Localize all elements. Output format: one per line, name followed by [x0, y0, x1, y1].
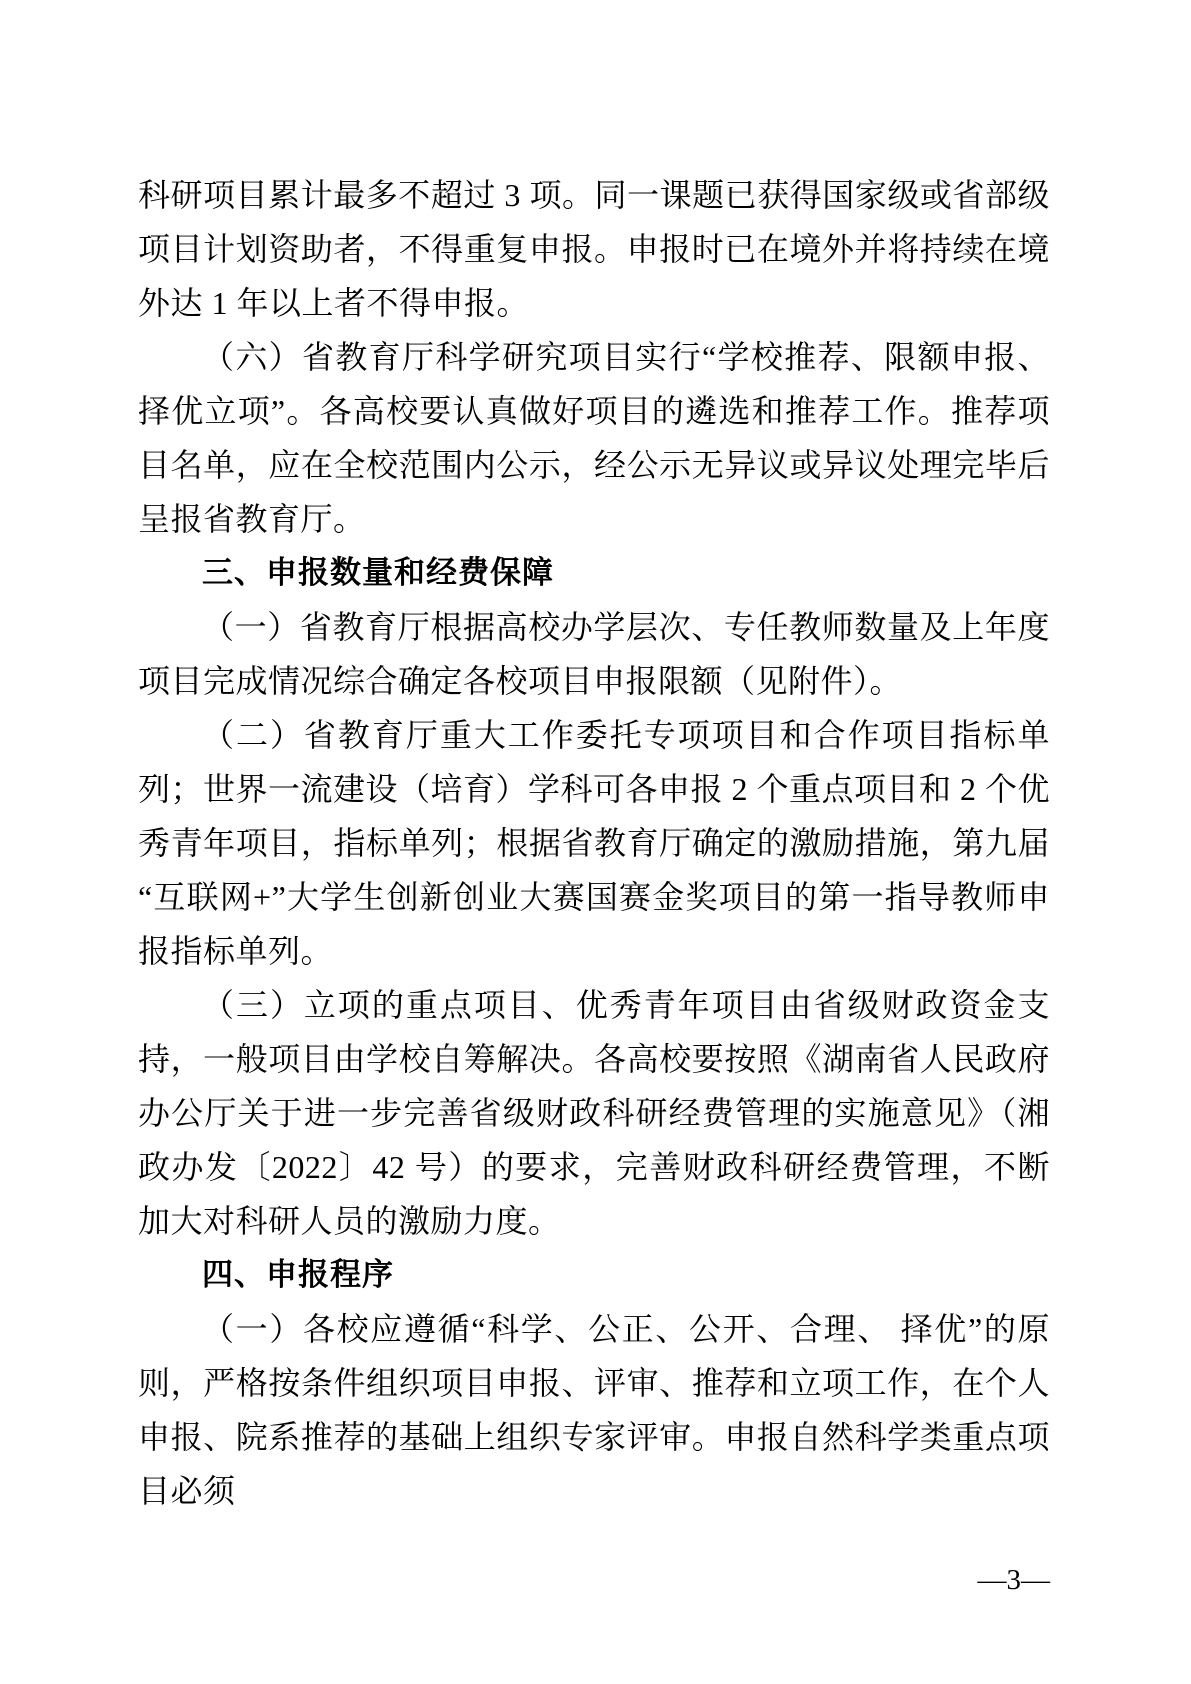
page-number: —3—: [977, 1564, 1050, 1596]
paragraph-eligibility-continuation: 科研项目累计最多不超过 3 项。同一课题已获得国家级或省部级项目计划资助者，不得重复申报。申报时已在境外并将持续在境外达 1 年以上者不得申报。: [138, 177, 1050, 321]
section-heading-four: 四、申报程序: [202, 1257, 394, 1292]
section-heading-three: 三、申报数量和经费保障: [202, 555, 554, 590]
paragraph-item-six: （六）省教育厅科学研究项目实行“学校推荐、限额申报、择优立项”。各高校要认真做好项目的遴选和推荐工作。推荐项目名单，应在全校范围内公示，经公示无异议或异议处理完毕后呈报省教育厅。: [138, 339, 1050, 537]
paragraph-item-one: （一）省教育厅根据高校办学层次、专任教师数量及上年度项目完成情况综合确定各校项目申报限额（见附件）。: [138, 609, 1050, 699]
paragraph-item-three: （三）立项的重点项目、优秀青年项目由省级财政资金支持，一般项目由学校自筹解决。各高校要按照《湖南省人民政府办公厅关于进一步完善省级财政科研经费管理的实施意见》（湘政办发〔2022〕42 号）的要求，完善财政科研经费管理，不断加大对科研人员的激励力度。: [138, 987, 1050, 1239]
paragraph-item-two: （二）省教育厅重大工作委托专项项目和合作项目指标单列；世界一流建设（培育）学科可各申报 2 个重点项目和 2 个优秀青年项目，指标单列；根据省教育厅确定的激励措施，第九届“互联网+”大学生创新创业大赛国赛金奖项目的第一指导教师申报指标单列。: [138, 717, 1051, 969]
paragraph-section-four-item-one: （一）各校应遵循“科学、公正、公开、合理、 择优”的原则，严格按条件组织项目申报、评审、推荐和立项工作，在个人申报、院系推荐的基础上组织专家评审。申报自然科学类重点项目必须: [138, 1311, 1050, 1509]
document-body: [138, 168, 1050, 1518]
